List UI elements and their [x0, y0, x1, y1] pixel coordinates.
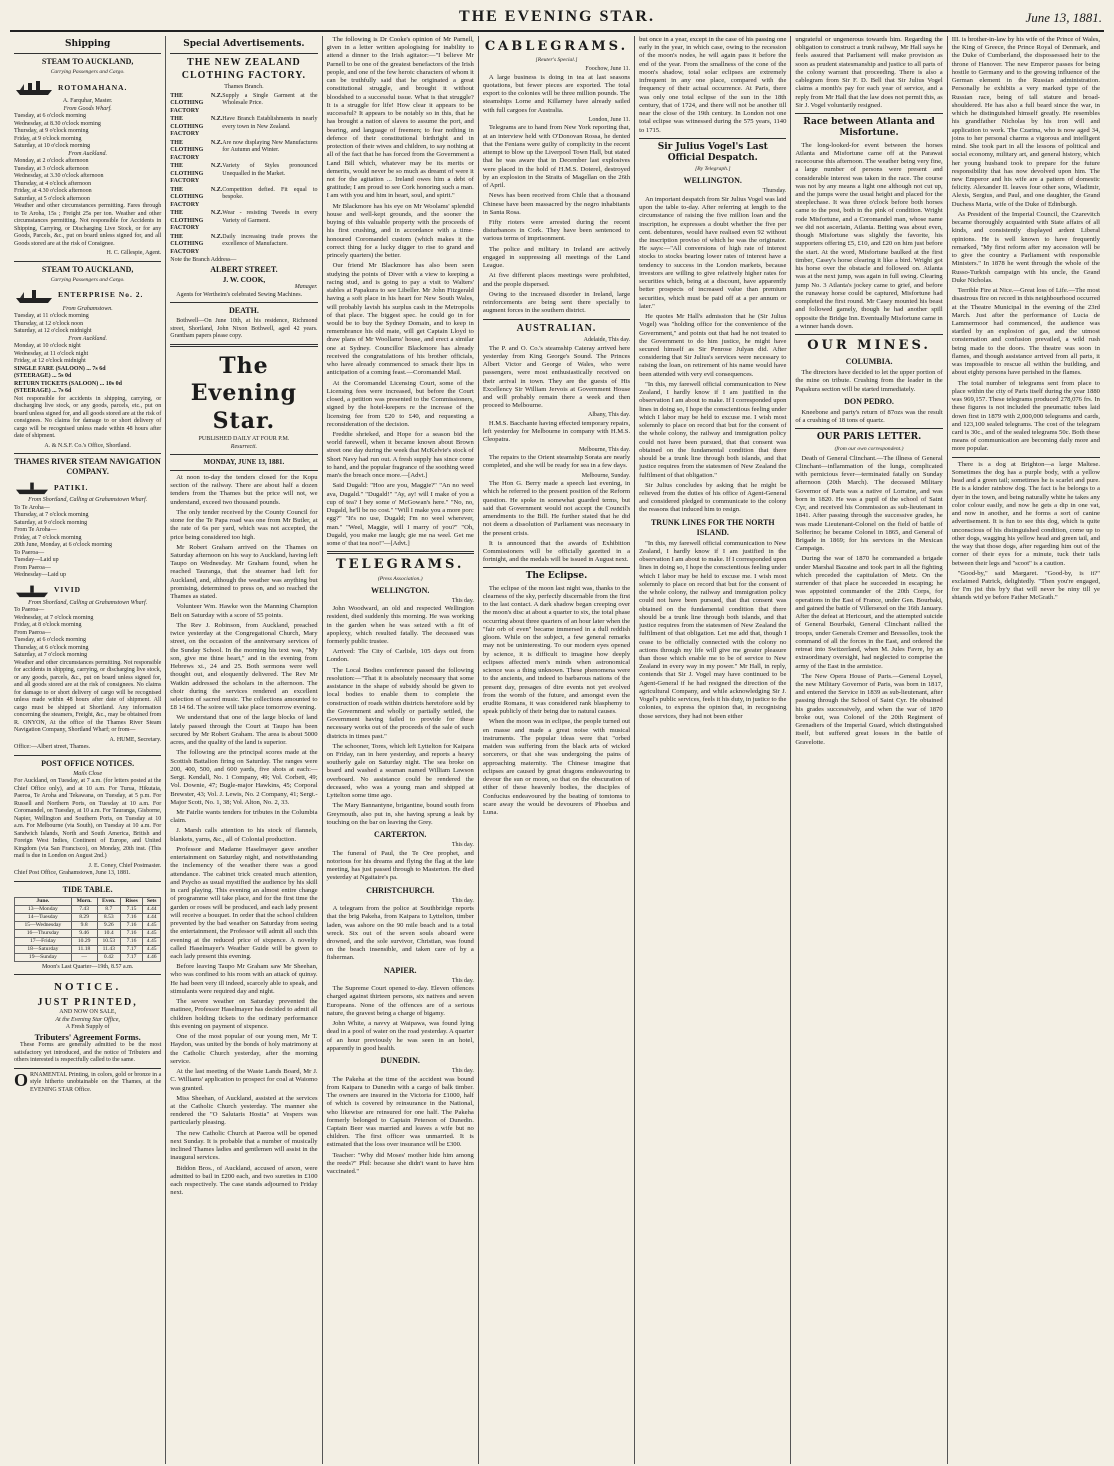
article-paragraph: III. is brother-in-law by his wife of the Prince of Wales, the King of Greece, the Prince Royal of Denmark, and the Duke of Cumberland, the dispossessed heir to the throne of Hanover. The new Emperor passes for being hostile to Germany and to the growing influence of the German element in the Russian administration. Personally he exhibits a very marked type of the Russian race, being of tall stature and broad-shouldered. He has also a full beard since the war, in which he distinguished himself greatly. He resembles his grandfather Nicholas by his iron will and application to work. The Czarina, who is now aged 34, joins to her personal charms a vigorous and intelligent mind. She took part in all the lessons of political and social economy, military art, and general history, which her young husband took to prepare for the future responsibility that has now devolved upon him. The new Emperor and his wife are a pattern of domestic felicity. Alexander II. leaves four other sons, Wladimir, Alexis, Sergius, and Paul, and one daughter, the Grand Duchess Maria, wife of the Duke of Edinburgh.	[951, 36, 1100, 208]
article-paragraph: Telegrams are to hand from New York reporting that, at an interview held with O'Donovan Rossa, he denied that the Fenians were guilty of complicity in the recent attempt to blow up the Liverpool Town Hall, but stated that he was aware that in December last explosives were placed in the hold of H.M.S. Doterel, destroyed by an explosion in the Straits of Magellan on the 26th of April.	[482, 124, 631, 190]
published-daily: PUBLISHED DAILY AT FOUR P.M.	[198, 436, 290, 443]
dateline-adelaide: Adelaide, This day.	[583, 337, 631, 344]
article-paragraph: Our friend Mr Blackmore has also been seen studying the points of Diver with a view to keeping a racing stud, and is going to pay a visit to Walters' stables at Papakura to see Libeller. Mr John Fitzgerald having a soft place in his heart for New South Wales, will probably lavish his surplus cash in the Metropolis of that place. The biggest spec. he could go in for would be to buy the Sydney Domain, and to keep in remembrance his old mate, will get Captain Lloyd to draw plans of Mr Woollams' house, and erect a similar one at Sydney. Councillor Blackmore has already received the congratulations of his brother officials, who have already commenced to smack their lips in anticipation of a coming feast.—Coromandel Mail.	[326, 262, 474, 377]
drop-cap: O	[14, 1069, 29, 1090]
sailing-line: Tuesday, at 6 o'clock morning	[14, 637, 86, 644]
factory-claim: Variety of Styles pronounced Unequalled in the Market.	[222, 163, 318, 177]
tide-col-header: June.	[15, 897, 72, 905]
from-label: From Auckland.	[68, 335, 107, 342]
factory-claim: Competition defied. Fit equal to bespoke.	[222, 186, 318, 201]
table-row	[15, 921, 161, 929]
dateline-day: This day.	[451, 842, 474, 849]
cell: 10.53	[97, 937, 121, 945]
cell: 11.18	[71, 945, 97, 953]
sailing-line: Saturday, at 10 o'clock morning	[14, 143, 91, 150]
sailing-line: Thursday, at 7 o'clock morning	[14, 512, 89, 519]
article-paragraph: Mr Blackmore has his eye on Mr Woolams' splendid house and well-kept grounds, and the sooner the buying of this valuable property with the proceeds of his first crushing, and in accordance with a time-honoured Coromandel custom (which makes it the correct thing for a lucky digger to rise to grand and princely quarters) the better.	[326, 202, 474, 260]
notice-heading: NOTICE.	[54, 981, 122, 994]
masthead-evening-star: The Evening Star.	[190, 352, 298, 434]
article-paragraph: The schooner, Tores, which left Lyttelton for Kaipara on Friday, ran in here yesterday, and reports a heavy southerly gale on Saturday night. The sea broke on board and washed a seaman named William Lawson overboard. No assistance could be rendered the deceased, who was a young man and shipped at Lyttelton some time ago.	[326, 742, 474, 800]
cell: —	[71, 953, 97, 961]
article-paragraph: Said Dugald: "Hoo are you, Maggie?" "An no weel ava, Dugald." "Dugald!" "Ay, ay! will I make of you a cup of tea? I bey some o' McGowan's here." "No, no, Dugald, he'll be no cost." "Will I make you a more porc egg?" "It's no use, Dugald; I'm no weel wherever, man." "Weel, Maggie, will I marry of you?" "Oh, Dugald, you make me laugh; gie me na weel. Get me some o' that tea noo!"—[Advt.]	[326, 482, 474, 548]
from-label: From Grahamstown.	[62, 305, 113, 312]
branch-address: ALBERT STREET.	[210, 264, 278, 274]
dateline-melbourne: Melbourne, Sunday.	[581, 472, 631, 479]
tributers-forms: Tributers' Agreement Forms.	[34, 1031, 141, 1042]
article-paragraph: The New Opera House of Paris.—General Loysel, the new Military Governor of Paris, was born in 1817, and entered the Service in 1839 as sub-lieutenant, after passing through the School of Saint Cyr. He obtained his grades successively, and when the war of 1870 broke out, was Colonel of the 20th Regiment of Grenadiers of the Imperial Guard, which distinguished itself, but suffered great losses in the battle of Gravelotte.	[795, 672, 943, 746]
list-item	[170, 93, 317, 116]
sailing-line: Friday, at 7 o'clock morning	[14, 534, 82, 541]
master: A. Farquhar, Master.	[62, 98, 113, 105]
tide-table	[14, 897, 161, 962]
sailing-line: Wednesday, at 7 o'clock morning	[14, 614, 94, 621]
postmaster: J. E. Coney, Chief Postmaster.	[88, 862, 162, 869]
sailing-line: Friday, at 12 o'clock midnight	[14, 358, 86, 365]
cell: 8.53	[97, 913, 121, 921]
cell: 19—Sunday	[15, 953, 72, 961]
article-paragraph: One of the most popular of our young men, Mr T. Haydon, was united by the bonds of holy matrimony at the Catholic Church yesterday, after the morning service.	[170, 1033, 318, 1065]
ornamental-text: RNAMENTAL Printing, in colors, gold or bronze in a style hitherto unobtainable on the Thames, at the EVENING STAR Office.	[30, 1071, 162, 1093]
death-heading: DEATH.	[228, 306, 259, 316]
factory-claim: Daily increasing trade proves the excellence of Manufacture.	[222, 233, 318, 248]
thames-branch: Thames Branch.	[224, 84, 264, 91]
on-sale: AND NOW ON SALE,	[59, 1009, 117, 1016]
from-label: From Shortland, Calling at Grahamstown Wharf.	[28, 599, 148, 606]
factory-label: THE N.Z. CLOTHING FACTORY	[170, 210, 223, 232]
article-paragraph: Mr Fairlie wants tenders for tributes in the Columbia claim.	[170, 809, 318, 825]
shipping-note: Weather and other circumstances permitting. Not responsible for accidents in shipping, carrying, or discharging live stock, or any goods, parcels, &c., put on board unless signed for, and all goods stored are at the risk of consignees. No claims for damage to or short delivery of cargo will be recognised unless made within 48 hours after date of shipment. All cargo must be shipped at Shortland. Any information concerning the steamers, Freight, &c., may be obtained from R. ONYON, At the office of the Thames River Steam Navigation Company, Shortland Wharf; or from—	[14, 659, 162, 734]
dateline-melbourne: Melbourne, This day.	[578, 446, 631, 453]
cell: 4.44	[143, 905, 161, 913]
sailing-line: Thursday, at 12 o'clock noon	[14, 320, 84, 327]
paris-sub: (from our own correspondent.)	[834, 445, 904, 452]
moon-quarter: Moon's Last Quarter—19th, 8.57 a.m.	[41, 963, 134, 970]
sailing-line: From Paeroa—	[14, 564, 51, 571]
steam-auckland-heading: STEAM TO AUCKLAND,	[41, 57, 134, 67]
article-paragraph: The long-looked-for event between the horses Atlanta and Misfortune came off at the Parawai racecourse this afternoon. The weather being very fine, a large number of persons were present and considerable interest was taken in the race. The course was not by any means a light one although not cut up, and the jumps were the usual height and placed for the steeplechase. It was three o'clock before both horses came to the post, both in the pink of condition. Wright rode Misfortune, and a Coromandel man, whose name we did not ascertain, Atlanta. Betting was about even, though Misfortune was slightly the favorite, his supporters offering £5, £10, and £20 on him just before the start. At the word, Misfortune baulked at the first timber, Casey's horse clearing it like a bird. Wright got his horse over the obstacle and followed on. Atlanta was at the next jump, was again in full swing. Clearing jump No. 3 Atlanta's jockey came to grief, and before the runaway horse could be captured, Misfortune had completed the first round. Mr Casey mounted his beast and followed gamely, though he had another spill opposite the Bridge Inn. Eventually Misfortune came in a winner hands down.	[795, 141, 943, 330]
cell: 4.45	[143, 945, 161, 953]
article-paragraph: The eclipse of the moon last night was, thanks to the clearness of the sky, perfectly discernable from the first to the last contact. A dark shadow began creeping over the moon's disc at about a quarter to six, the total phase occurring about three quarters of an hour later when the "fair orb of even" became immersed in a dull reddish gloom. While on the subject, a few general remarks may not be uninteresting. To our modern eyes opened by science, it is difficult to imagine how deeply eclipses affected men's minds when astronomical science was a thing unknown. These phenomena were to the ancients, and indeed to barbarous nations of the present day, presages of dire events not yet evolved from the womb of the future, and amongst even the erudite Romans, it was considered rank blasphemy to speak publicly of their being due to natural causes.	[482, 584, 631, 716]
press-association: (Press Association.)	[377, 575, 423, 582]
article-paragraph: Sir Julius concludes by asking that he might be relieved from the duties of his office of Agent-General and considered pledged to communicate to the colony the reasons that induced him to resign.	[639, 481, 787, 514]
factory-claim: Wear - resisting Tweeds in every Variety of Garment.	[222, 210, 318, 224]
paris-letter-heading: OUR PARIS LETTER.	[816, 432, 922, 443]
manager-role: Manager.	[294, 284, 318, 291]
sailing-line: Wednesday, at 8.30 o'clock morning	[14, 120, 101, 127]
column-7	[948, 36, 1104, 1464]
nz-clothing-heading: THE NEW ZEALAND CLOTHING FACTORY.	[181, 57, 307, 81]
steamship-icon	[14, 479, 50, 495]
sailing-line: Friday, at 9 o'clock morning	[14, 135, 82, 142]
cell: 7.17	[121, 945, 143, 953]
shipping-heading: Shipping	[64, 39, 111, 49]
factory-label: THE N.Z. CLOTHING FACTORY	[170, 233, 223, 255]
sailing-list-2	[14, 158, 161, 203]
article-paragraph: The Mary Bannantyne, brigantine, bound south from Greymouth, also put in, she having sprung a leak by touching on the bar on leaving the Grey.	[326, 802, 474, 826]
fare-line: (STEERAGE) ... 5s 0d	[14, 373, 72, 380]
steam-auckland-heading-2: STEAM TO AUCKLAND,	[41, 264, 134, 274]
post-office-heading: POST OFFICE NOTICES.	[41, 758, 135, 768]
post-office-date: Chief Post Office, Grahamstown, June 13, 1881.	[14, 870, 131, 877]
article-paragraph: Arrived: The City of Carlisle, 105 days out from London.	[326, 648, 474, 664]
article-paragraph: It is announced that the awards of Exhibition Commissioners will be officially gazetted in a fortnight, and the medals will be issued in August next.	[482, 539, 631, 564]
factory-claim: Have Branch Establishments in nearly every town in New Zealand.	[222, 116, 318, 130]
cell: 7.16	[121, 913, 143, 921]
from-label: From Goods Wharf.	[63, 105, 112, 112]
steamship-icon	[14, 582, 50, 598]
column-2	[166, 36, 322, 1464]
sailing-line: Tuesday, at 6 o'clock morning	[14, 113, 86, 120]
manager-name: J. W. COOK,	[222, 274, 266, 284]
factory-label: THE N.Z. CLOTHING FACTORY	[170, 139, 223, 161]
article-paragraph: He quotes Mr Hall's admission that he (Sir Julius Vogel) was "holding office for the convenience of the Government," and points out that had he not treated to the Government to do him justice, he might have secured himself as Sir Penrose Julyan did. After considering that Sir Julius's services were necessary to raising the loan, on retirement of his name would have been attended with very evil consequences.	[639, 313, 787, 378]
dateline-christchurch: CHRISTCHURCH.	[366, 885, 435, 895]
dateline-albany: Albany, This day.	[588, 412, 631, 419]
from-label: From Shortland, Calling at Grahamstown Wharf.	[28, 497, 148, 504]
article-paragraph: Terrible Fire at Nice.—Great loss of Life.—The most disastrous fire on record in this neighbourhood occurred at the Theatre Municipal in the evening of the 23rd March. Just after the performance of Lucia de Lammermoor had commenced, the audience was startled by an explosion of gas, and the utmost consternation and confusion prevailed, a wild rush being made to the doors. The theatre was soon in flames, and though assistance arrived from all parts, it was impossible to rescue all within the building, and about eighty persons have perished in the flames.	[951, 287, 1100, 377]
cell: 7.16	[121, 929, 143, 937]
fare-line: SINGLE FARE (SALOON) ... 7s 6d	[14, 365, 106, 372]
page-date: June 13, 1881.	[1025, 10, 1102, 25]
cell: 7.43	[71, 905, 97, 913]
tide-header-row	[15, 897, 161, 905]
sailing-line: Saturday, at 5 o'clock afternoon	[14, 195, 90, 202]
ship-name: ROTOMAHANA.	[58, 82, 128, 92]
dateline-day: This day.	[451, 977, 474, 984]
cell: 9.46	[71, 929, 97, 937]
article-paragraph: Biddon Bros., of Auckland, accused of arson, were admitted to bail in £200 each, and two sureties in £100 each respectively. The case stands adjourned to Friday next.	[170, 1164, 318, 1197]
list-item	[170, 140, 317, 163]
sailing-line: Wednesday, at 11 o'clock night	[14, 350, 89, 357]
agent: A. & N.S.F. Co.'s Office, Shortland.	[44, 442, 131, 449]
cell: 16—Thursday	[15, 929, 72, 937]
columbia-heading: COLUMBIA.	[845, 357, 893, 367]
article-paragraph: Professor and Madame Haselmayer gave another entertainment on Saturday night, and notwithstanding the inclemency of the weather there was a good attendance. The cabinet trick created much attention, and Psycho as usual mystified the audience by his skill in card playing. This evening an almost entire change of programme will take place, and for the first time the garden or roses will be produced, and each lady present will receive a bouquet. In order that the school children prevented by the bad weather on Saturday from seeing the entertainment, the Professor will admit all such this evening at the reduced price of sixpence. A novelty called Haselmayer's Weather Guide will be given to each lady present this evening.	[170, 845, 318, 960]
article-paragraph: The following are the principal scores made at the Scottish Battalion firing on Saturday. The ranges were 200, 400, 500, and 600 yards, five shots at each:—Sergt. Kendall, No. 1 Company, 49; Vol. Corbett, 49; Vol. Downie, 47; Bugle-major Hawkins, 45; Corporal Brewster, 43; Vol. J. Lewis, No. 2 Company, 41; Sergt.-Major Scott, No. 1, 38; Vol. Alton, No. 2, 33.	[170, 749, 318, 806]
secretary: A. HUME, Secretary.	[109, 736, 162, 743]
table-row	[15, 913, 161, 921]
sailing-list-1	[14, 113, 161, 151]
cell: 9.26	[97, 921, 121, 929]
article-paragraph: H.M.S. Bacchante having effected temporary repairs, left yesterday for Melbourne in company with H.M.S. Cleopatra.	[482, 419, 631, 444]
article-paragraph: The Supreme Court opened to-day. Eleven offences charged against thirteen persons, six natives and seven Europeans. None of the offences are of a serious nature, the gravest being a charge of bigamy.	[326, 985, 474, 1017]
office: Office:—Albert street, Thames.	[14, 744, 91, 751]
article-paragraph: The directors have decided to let the upper portion of the mine on tribute. Crushing from the leader in the Papakura section will be started immediately.	[795, 369, 943, 393]
mails-close: Mails Close	[73, 770, 103, 777]
cell: 4.45	[143, 929, 161, 937]
cell: 9.8	[71, 921, 97, 929]
sailing-line: Saturday, at 12 o'clock midnight	[14, 328, 92, 335]
article-paragraph: The only tender received by the County Council for stone for the Te Papa road was one from Mr Butler, at the rate of 6s per yard, which was not accepted, the price being considered too high.	[170, 508, 318, 541]
dateline-london: London, June 11.	[588, 116, 631, 123]
article-paragraph: Miss Sheehan, of Auckland, assisted at the services at the Catholic Church yesterday. The manner she rendered the "O Salutaris Hostia" at Vespers was particularly pleasing.	[170, 1094, 318, 1127]
article-paragraph: The police and military in Ireland are actively engaged in suppressing all meetings of the Land League.	[482, 245, 631, 270]
sailing-line: Tuesday, at 3 o'clock afternoon	[14, 165, 89, 172]
vogel-heading: Sir Julius Vogel's Last Official Despatch.	[657, 141, 768, 164]
article-paragraph: Kneebone and party's return of 87ozs was the result of a crushing of 18 tons of quartz.	[795, 408, 943, 425]
article-paragraph: As President of the Imperial Council, the Czarevitch became thoroughly acquainted with State affairs of all kinds, and consistently displayed ardent Liberal opinions. He is well known to have frequently remarked, "My first reform after my accession will be to give the country a Parliament with responsible Ministers." In 1878 he went through the whole of the Russo-Turkish campaign with his uncle, the Grand Duke Nicholas.	[951, 210, 1100, 284]
tide-col-header: Morn.	[71, 897, 97, 905]
cell: 4.46	[143, 953, 161, 961]
sailing-line: To Te Aroha—	[14, 504, 50, 511]
steamer-patiki	[14, 479, 161, 495]
ornamental-printing	[14, 1069, 162, 1095]
article-paragraph: John White, a navvy at Waipawa, was found lying dead in a pool of water on the road yesterday. A quarter of an hour previously he was seen in an hotel, apparently in good health.	[326, 1020, 474, 1052]
dateline-wellington: WELLINGTON.	[683, 176, 742, 186]
list-item	[170, 163, 317, 186]
article-paragraph: We understand that one of the large blocks of land lately passed through the Court at Taupo has been secured by Mr Robert Graham. The area is about 5000 acres, and the quality of the land is superior.	[170, 714, 318, 747]
cell: 7.16	[121, 921, 143, 929]
column-4	[479, 36, 635, 1464]
article-paragraph: The Local Bodies conference passed the following resolution:—"That it is absolutely necessary that some assistance in the shape of subsidy should be given to local bodies to enable them to complete the construction of roads within districts heretofore sold by the Government and wholly or partially settled, the Government having failed to provide for these necessary works out of the proceeds of the sale of such districts in times past."	[326, 666, 474, 740]
masthead	[10, 6, 1104, 32]
factory-claim: Are now displaying New Manufactures for Autumn and Winter.	[222, 139, 318, 154]
factory-label: THE N.Z. CLOTHING FACTORY	[170, 186, 223, 208]
steam-auckland-sub: Carrying Passengers and Cargo.	[50, 69, 125, 76]
cell: 10.29	[71, 937, 97, 945]
from-label: From Auckland.	[68, 150, 107, 157]
article-paragraph: The Hon G. Berry made a speech last evening, in which he referred to the present position of the Reform question. He spoke in somewhat guarded terms, but said that Government would not accept the Council's amendments to the Bill. He further stated that he did not deem a dissolution of Parliament was necessary in the present crisis.	[482, 480, 631, 537]
dateline-day: This day.	[451, 897, 474, 904]
sailing-line: Tuesday—Laid up	[14, 557, 59, 564]
trunk-lines-heading: TRUNK LINES FOR THE NORTH ISLAND.	[650, 517, 775, 537]
dateline-day: This day.	[451, 1068, 474, 1075]
article-paragraph: Death of General Clinchant.—The illness of General Clinchant—inflammation of the lungs, complicated with pernicious fever—terminated fatally on Sunday afternoon (20th March). The deceased Military Governor of Paris was a native of Lorraine, and was born in 1820. He was a pupil of the school of Saint Cyr, and received his Commission as sub-lieutenant in 1841. After passing through the successive grades, he was made Lieutenant-Colonel on the field of battle of Solferino; he became Colonel in 1865, and General of Brigade in 1869; for his services in the Mexican Campaign.	[795, 454, 943, 553]
ship-name: PATIKI.	[54, 482, 89, 492]
cell: 13—Monday	[15, 905, 72, 913]
sailing-line: Tuesday, at 11 o'clock morning	[14, 313, 89, 320]
by-telegraph: [By Telegraph.]	[695, 166, 731, 173]
article-paragraph: An important despatch from Sir Julius Vogel was laid upon the table to-day. After referring at length to the circumstance of raising the five million loan and the inscription, he expresses a doubt whether the five per cent. debentures, would have realised even 92 without the inscription proviso of which he was the originator. He says:—"All conversions of high rate of interest stocks to stocks bearing lower rates of interest have a tendency to success in the London markets, because investors are willing to give relatively higher rates for securities which, being at a discount, have apparently better prospects of increased value than premium securities, which must be paid off at a per annum or later."	[639, 195, 787, 310]
cell: 4.45	[143, 937, 161, 945]
article-paragraph: Mr Robert Graham arrived on the Thames on Saturday afternoon on his way to Auckland, having left Taupo on Wednesday. Mr Graham found, when he reached Tauranga, that the steamer had left for Auckland, and, although the weather was anything but promising, determined to press on, and so reached the Thames as stated.	[170, 543, 318, 601]
sailing-line: Thursday, at 9 o'clock morning	[14, 128, 89, 135]
article-paragraph: The new Catholic Church at Paeroa will be opened next Sunday. It is probable that a number of musically inclined Thames ladies and gentlemen will assist in the inaugural services.	[170, 1129, 318, 1162]
just-printed: JUST PRINTED,	[37, 996, 138, 1008]
table-row	[15, 953, 161, 961]
sailing-line: Monday, at 2 o'clock afternoon	[14, 158, 89, 165]
column-1-shipping	[10, 36, 166, 1464]
sailing-line: Monday, at 10 o'clock night	[14, 343, 81, 350]
steamer-vivid	[14, 582, 161, 598]
issue-date: MONDAY, JUNE 13, 1881.	[203, 458, 285, 467]
dateline-napier: NAPIER.	[383, 965, 417, 975]
sailing-line: Wednesday, at 3.30 o'clock afternoon	[14, 173, 104, 180]
article-paragraph: The total number of telegrams sent from place to place within the city of Paris itself during the year 1880 was 969,157. These telegrams produced 278,076 frs. In these figures is not included the pneumatic tubes laid down first in 1879 with 2,000,000 telegrams and cards, and 123,100 sealed telegrams. The cost of the telegram card is 30c., and of the sealed telegrams 50c. Both these means of communication are becoming daily more and more popular.	[951, 379, 1100, 453]
our-mines-heading: OUR MINES.	[807, 338, 931, 353]
steamship-icon	[14, 78, 54, 96]
steamer-rotomahana	[14, 78, 161, 96]
article-paragraph: News has been received from Chile that a thousand Chinese have been massacred by the negro inhabitants in Santa Rosa.	[482, 192, 631, 216]
table-row	[15, 905, 161, 913]
forms-text: These Forms are generally admitted to be the most satisfactory yet introduced, and the notice of Tributers and others interested is respectfully called to the same.	[14, 1042, 162, 1064]
article-paragraph: When the moon was in eclipse, the people turned out en masse and made a great noise with musical instruments. The popular ideas were that "orbed maiden was suffering from the black arts of wicked sorcerers, or that she was undergoing the pains of approaching maternity. The Chinese imagine that eclipses are caused by great dragons endeavouring to devour the sun or moon, so that on the obscuration of either of these heavenly bodies, the disciples of Confucius endeavoured by the beating of tomtoms to scare away the would be devourers of Phoebus and Luna.	[482, 718, 631, 817]
sailing-line: Friday, at 4.30 o'clock afternoon	[14, 188, 92, 195]
thames-river-heading: THAMES RIVER STEAM NAVIGATION COMPANY.	[14, 457, 161, 477]
article-paragraph: Before leaving Taupo Mr Graham saw Mr Sheehan, who was confined to his room with an attack of quinsy. He had been very ill indeed, scarcely able to speak, and stimulants were required day and night.	[170, 963, 318, 995]
list-item	[170, 234, 317, 257]
cell: 10.4	[97, 929, 121, 937]
cell: 0.42	[97, 953, 121, 961]
table-row	[15, 945, 161, 953]
shipping-note: Not responsible for accidents in shipping, carrying, or discharging live stock, or any goods, parcels, etc., put on board unless signed for, and all goods stored are at the risk of consignees. No claims for damage to or short delivery of cargo will be recognised unless made within 48 hours after date of shipment.	[14, 395, 162, 440]
article-paragraph: The Pakeha at the time of the accident was bound from Kaipara to Dunedin with a cargo of balk timber. The owners are insured in the Victoria for £1000, half of which is covered by reinsurance in the National, who likewise are reinsured for one half. The Pakeha formerly belonged to Captain Peterson of Dunedin. Captain Beer was married and leaves a wife but no children. The first officer was unmarried. It is estimated that the loss over insurance will be £300.	[326, 1075, 474, 1149]
race-heading: Race between Atlanta and Misfortune.	[803, 117, 935, 139]
australian-heading: AUSTRALIAN.	[516, 322, 597, 334]
post-text: For Auckland, on Tuesday, at 7 a.m. (for letters posted at the Chief Office only), and at 10 a.m. For Turua, Hikutaia, Paeroa, Te Aroha and Tekawana, on Tuesday, at 5 p.m. For Russell and Northern Ports, on Tuesday at 10 a.m. For Coromandel, on Tuesday, at 10 a.m. For Tauranga, Gisborne, Napier, Wellington and Southern Ports, on Tuesday at 10 a.m. For Melbourne (via South), on Tuesday at 10 a.m. For Sandwich Islands, North and South America, British and Foreign West Indies, Continent of Europe, and United Kingdom (via San Francisco), on Monday, 20th inst. (This mail is due in London on August 2nd.)	[14, 778, 162, 860]
article-paragraph: At the last meeting of the Waste Lands Board, Mr J. C. Williams' application to prospect for coal at Waiomo was granted.	[170, 1068, 318, 1092]
list-item	[170, 187, 317, 210]
article-paragraph: During the war of 1870 he commanded a brigade under Marshal Bazaine and took part in all the fighting which preceded the capitulation of Metz. On the surrender of that place he succeeded in escaping; he was appointed commander of the 20th Corps, for operations in the East of France, under Gen. Bourbaki, and gained the battle of Villersexel on the 16th January. After the defeat at Hericourt, and the attempted suicide of General Bourbaki, General Clinchant rallied the troops, under Generals Cremer and Bressolles, took the command of all the forces in the East, and ordered the retreat into Switzerland, when M. Jules Favre, by an extraordinary oversight, had neglected to comprise the army of the East in the armistice.	[795, 555, 943, 670]
cell: 11.43	[97, 945, 121, 953]
list-item	[170, 116, 317, 139]
dateline-day: Thursday.	[762, 188, 787, 195]
telegrams-heading: TELEGRAMS.	[335, 557, 465, 573]
special-ads-heading: Special Advertisements.	[183, 39, 305, 49]
article-paragraph: There is a dog at Brighton—a large Maltese. Sometimes the dog has a purple body, with a yellow head and a green tail; sometimes he is scarlet and pure. He is a kinder rainbow dog. The fact is he belongs to a dyer in the town, and being naturally white he takes any color colour easily, and now he gets a dip in one vat, and now in another, and he forms a sort of canine advertisement. It is fun to see this dog, which is quite unconscious of his distinguished condition, come up to other dogs, wagging his yellow head and green tail, and the way that those dogs, after regarding him out of the corner of their eyes for a minute, tuck their tails between their legs and "scoot" is a caution.	[951, 460, 1100, 567]
article-paragraph: The severe weather on Saturday prevented the matinee, Professor Haselmayer has decided to admit all children holding tickets to the ordinary performance this evening on payment of sixpence.	[170, 998, 318, 1030]
sailing-line: To Paeroa—	[14, 607, 45, 614]
fresh-supply: A Fresh Supply of	[65, 1024, 110, 1031]
article-paragraph: The repairs to the Orient steamship Sorata are nearly completed, and she will be ready for sea in a few days.	[482, 454, 631, 470]
article-paragraph: J. Marsh calls attention to his stock of flannels, blankets, yarns, &c., all of Colonial production.	[170, 827, 318, 843]
cell: 7.17	[121, 953, 143, 961]
article-paragraph: A telegram from the police at Southbridge reports that the brig Pakeha, from Kaipara to Lyttelton, timber laden, was ashore on the 90 mile beach and is a total wreck. Six out of the seven souls aboard were drowned, and the sole survivor, Christian, was found on the beach insensible, and taken care of by a fisherman.	[326, 905, 474, 962]
fare-line: RETURN TICKETS (SALOON) ... 10s 0d	[14, 380, 122, 387]
article-paragraph: At the Coromandel Licensing Court, some of the Licensing fees were increased, but before the Court closed, a petition was presented to the Commissioners, signed by the hotel-keepers re the increase of the licensing fee from £20 to £40, and requesting a reconsideration of the decision.	[326, 379, 474, 428]
tide-col-header: Rises	[121, 897, 143, 905]
cell: 7.16	[121, 937, 143, 945]
cell: 8.7	[97, 905, 121, 913]
cell: 8.29	[71, 913, 97, 921]
reuters-special: [Reuter's Special.]	[535, 57, 578, 64]
list-item	[170, 210, 317, 233]
article-paragraph: but once in a year, except in the case of his passing one early in the year, in which case, owing to the recession of the moon's nodes, he will again pass it before the end of the year. From the smallness of the cone of the moon's shadow, total solar eclipses are extremely infrequent in any one place, compared with the frequency of their actual occurrence. At Paris, there was only one total eclipse of the sun in the 18th century, that of 1724, and there will not be another till near the close of the 19th century. In London not one total eclipse was witnessed during the 575 years, 1140 to 1715.	[639, 36, 787, 134]
agent: H. C. Gillespie, Agent.	[106, 250, 162, 257]
cell: 14—Tuesday	[15, 913, 72, 921]
sailing-line: From Paeroa—	[14, 629, 51, 636]
don-pedro-heading: DON PEDRO.	[844, 396, 894, 406]
cell: 7.15	[121, 905, 143, 913]
cablegrams-heading: CABLEGRAMS.	[484, 39, 629, 54]
factory-label: THE N.Z. CLOTHING FACTORY	[170, 163, 223, 185]
column-3	[323, 36, 479, 1464]
article-paragraph: "In this, my farewell official communication to New Zealand, I hardly know if I am justified in the observation I am about to make. If I corresponded upon lines in doing so, I hope the conscientious feeling under which I labor may be held to excuse me. I wish most solemnly to place on record that but for the consent of the whole colony, the railway and immigration policy could not have been pursued, that that consent was obtained on the fundamental condition that there should be a trunk line through both islands, and that justice requires from the statesmen of New Zealand the fulfilment of that obligation. Let me add that, though I cease to be officially connected with the colony no actions through my life will give me greater pleasure than those which enable me to be of service to New Zealand in every way in my power." Mr Hall, in reply, contends that Sir J. Vogel may have continued to be Agent-General if he had resigned the direction of the agricultural Company, and while acknowledging Sir J. Vogel's public services, feels it his duty, in justice to the colonies, to express the opinion that, in recognising those services, they had not been either	[639, 539, 787, 720]
article-paragraph: A large business is doing in tea at last seasons quotations, but fewer pieces are exported. The total export to the colonies will be three million pounds. The steamships Lorne and Killarney have already sailed with full cargoes for Australia.	[482, 73, 631, 114]
tide-col-header: Even.	[97, 897, 121, 905]
article-paragraph: The P. and O. Co.'s steamship Cateray arrived here yesterday from King George's Sound. The Princes Albert Victor and George of Wales, who were passengers, were most enthusiastically received on their arrival in town. They are the guests of His Excellency Sir William Jervois at Government House and will probably remain there a week and then proceed to Melbourne.	[482, 344, 631, 410]
fare-line: (STEERAGE) ... 7s 6d	[14, 388, 72, 395]
article-paragraph: Owing to the increased disorder in Ireland, large reinforcements are being sent there specially to augment forces in the southern district.	[482, 290, 631, 315]
article-paragraph: Freddie shrieked, and Hope for a season bid the world farewell, when it became known about Brown street one day during the week that McKelvie's stock of Short Navy had run out. A fresh supply has since come to hand, and the popular fragrance of the soothing weed man's the breach once more.—[Advt.]	[326, 431, 474, 480]
steamer-enterprise	[14, 286, 161, 304]
branch-address-label: Note the Branch Address—	[170, 257, 237, 264]
article-paragraph: John Woodward, an old and respected Wellington resident, died suddenly this morning. He was working in the garden when he was seized with a fit of apoplexy, which resulted fatally. The deceased was formerly public trustee.	[326, 605, 474, 645]
cell: 4.45	[143, 921, 161, 929]
sailing-line: To Paeroa—	[14, 549, 45, 556]
cell: 15—Wednesday	[15, 921, 72, 929]
cell: 17—Friday	[15, 937, 72, 945]
table-row	[15, 929, 161, 937]
columns	[10, 36, 1104, 1464]
article-paragraph: The Rev J. Robinson, from Auckland, preached twice yesterday at the Congregational Church, Mary street, on the occasion of the anniversary services of the Sunday School. In the morning his text was, "My son, give me thine heart," and in the evening from Hebrews xi., 24 and 25. Both sermons were well thought out, and eloquently delivered. The Rev Mr Watkin addressed the scholars in the afternoon. The choir during the services rendered an excellent selection of sacred music. The collections amounted to £8 14 6d. The soiree will take place tomorrow evening.	[170, 621, 318, 712]
article-paragraph: The following is Dr Cooke's opinion of Mr Parnell, given in a letter written apologising for inability to attend a dinner to the Irish agitator:—"I believe Mr Parnell to be one of the greatest benefactors of the Irish people, and one of the few heroic characters of whom it can be truthfully said that he originated a great constitutional struggle, and brought it without bloodshed to a successful issue. What is that struggle? It is a struggle for life! How clear it appears to be successful? It appears to be notably so in this, that he has brought a nation of slaves to assume the port, and bearing, and language of freemen; to fear nothing in defence of their constitutional birthright and in protection of their wives and children, to say nothing at all of the fact that he has forced from the Government a Land Bill which, whatever may be its merits or demerits, would never be so much as dreamt of were it not for the agitation ... Ireland owes him a debt of gratitude; I am proud to see Cork honoring such a man. I am with you and him in heart, soul, and spirit."	[326, 36, 474, 200]
eclipse-heading: The Eclipse.	[525, 571, 588, 582]
table-row	[15, 937, 161, 945]
cell: 18—Saturday	[15, 945, 72, 953]
article-paragraph: Volunteer Wm. Hawke won the Manning Champion Belt on Saturday with a score of 55 points.	[170, 603, 318, 619]
steamship-icon	[14, 286, 54, 304]
factory-label: THE N.Z. CLOTHING FACTORY	[170, 92, 223, 114]
article-paragraph: At five different places meetings were prohibited, and the people dispersed.	[482, 272, 631, 288]
sailing-line: 20th June, Monday, at 6 o'clock morning	[14, 542, 113, 549]
shipping-note: Weather and other circumstances permitting. Fares through to Te Aroha, 15s ; Freight 25s per ton. Weather and other circumstances permitting. Not responsible for Accidents in Shipping, Carrying, or Discharging Live Stock, or for any Goods, Parcels, &c., put on board unless signed for, and all Goods stored are at the risk of Consignee.	[14, 203, 162, 247]
factory-label: THE N.Z. CLOTHING FACTORY	[170, 116, 223, 138]
article-paragraph: Teacher: "Why did Moses' mother hide him among the reeds?" Phil: because she didn't want to have him vaccinated."	[326, 1151, 474, 1176]
sailing-line: Saturday, at 7 o'clock morning	[14, 652, 88, 659]
sailing-line: Thursday, at 4 o'clock afternoon	[14, 180, 92, 187]
dateline-dunedin: DUNEDIN.	[380, 1056, 420, 1066]
article-paragraph: ungrateful or ungenerous towards him. Regarding the obligation to construct a trunk railway, Mr Hall says he feels assured that Parliament will make provision as soon as prudent statesmanship and justice to all parts of the colony warrant that proceeding. There is also a cablegram from Sir F. D. Bell that Sir Julius Vogel claims a month's pay for each year of service, and a reply from Mr Hall that the law does not permit this, as Sir J. Vogel voluntarily resigned.	[795, 36, 943, 109]
ship-name: VIVID	[54, 585, 82, 595]
sailing-line: Wednesday—Laid up	[14, 572, 67, 579]
page-title: THE EVENING STAR.	[459, 8, 655, 25]
death-notice: Bothwell—On June 10th, at his residence, Richmond street, Shortland, John Nixon Bothwell, aged 42 years. Grantham papers please copy.	[170, 318, 318, 340]
clothing-list	[170, 93, 317, 257]
dateline-wellington: WELLINGTON.	[371, 585, 430, 595]
column-5	[635, 36, 791, 1464]
dateline-foochow: Foochow, June 11.	[585, 66, 631, 73]
tide-col-header: Sets	[143, 897, 161, 905]
tide-table-heading: TIDE TABLE.	[62, 884, 113, 894]
steam-auckland-sub-2: Carrying Passengers and Cargo.	[50, 276, 125, 283]
article-paragraph: "Good-by," said Margaret. "Good-by, is it?" exclaimed Patrick, delightedly. "Then you're engaged, for I'm jist this by'y that will never be niny till ye shtands wid ye before Father McGrath."	[951, 569, 1100, 602]
sailing-line: Thursday, at 6 o'clock morning	[14, 644, 89, 651]
article-paragraph: At noon to-day the tenders closed for the Kopu section of the railway. There are about half a dozen tenders from the Thames but the price will not, we understand, exceed two thousand pounds.	[170, 473, 318, 506]
sailing-line: Saturday, at 9 o'clock morning	[14, 519, 88, 526]
article-paragraph: Fifty rioters were arrested during the recent disturbances in Cork. They have been sentenced to various terms of imprisonment.	[482, 218, 631, 243]
column-6	[791, 36, 947, 1464]
cell: 4.44	[143, 913, 161, 921]
article-paragraph: "In this, my farewell official communication to New Zealand, I hardly know if I am justified in the observation I am about to make. If I corresponded upon lines in doing so, I hope the conscientious feeling under which I labor may be held to excuse me. I wish most solemnly to place on record that but for the consent of the whole colony, the railway and immigration policy could not have been pursued, that that consent was obtained on the fundamental condition that there should be a trunk line through both islands, and that justice requires from the statesmen of New Zealand the fulfilment of that obligation."	[639, 380, 787, 479]
dateline-carterton: CARTERTON.	[373, 830, 427, 840]
dateline-day: This day.	[451, 597, 474, 604]
article-paragraph: The funeral of Paul, the Te Ore prophet, and notorious for his dreams and flying the flag at the late meeting, has just passed through to Masterton. He died yesterday at Ngaitaire's pa.	[326, 849, 474, 882]
at-office: At the Evening Star Office,	[55, 1016, 120, 1023]
factory-claim: Supply a Single Garment at the Wholesale Price.	[222, 92, 318, 107]
motto: Resurrecti.	[230, 443, 258, 450]
ship-name: ENTERPRISE No. 2.	[58, 290, 144, 300]
agents-line: Agents for Wertheim's celebrated Sewing Machines.	[176, 291, 303, 298]
sailing-line: From Te Aroha—	[14, 527, 57, 534]
sailing-line: Friday, at 8 o'clock morning	[14, 622, 82, 629]
